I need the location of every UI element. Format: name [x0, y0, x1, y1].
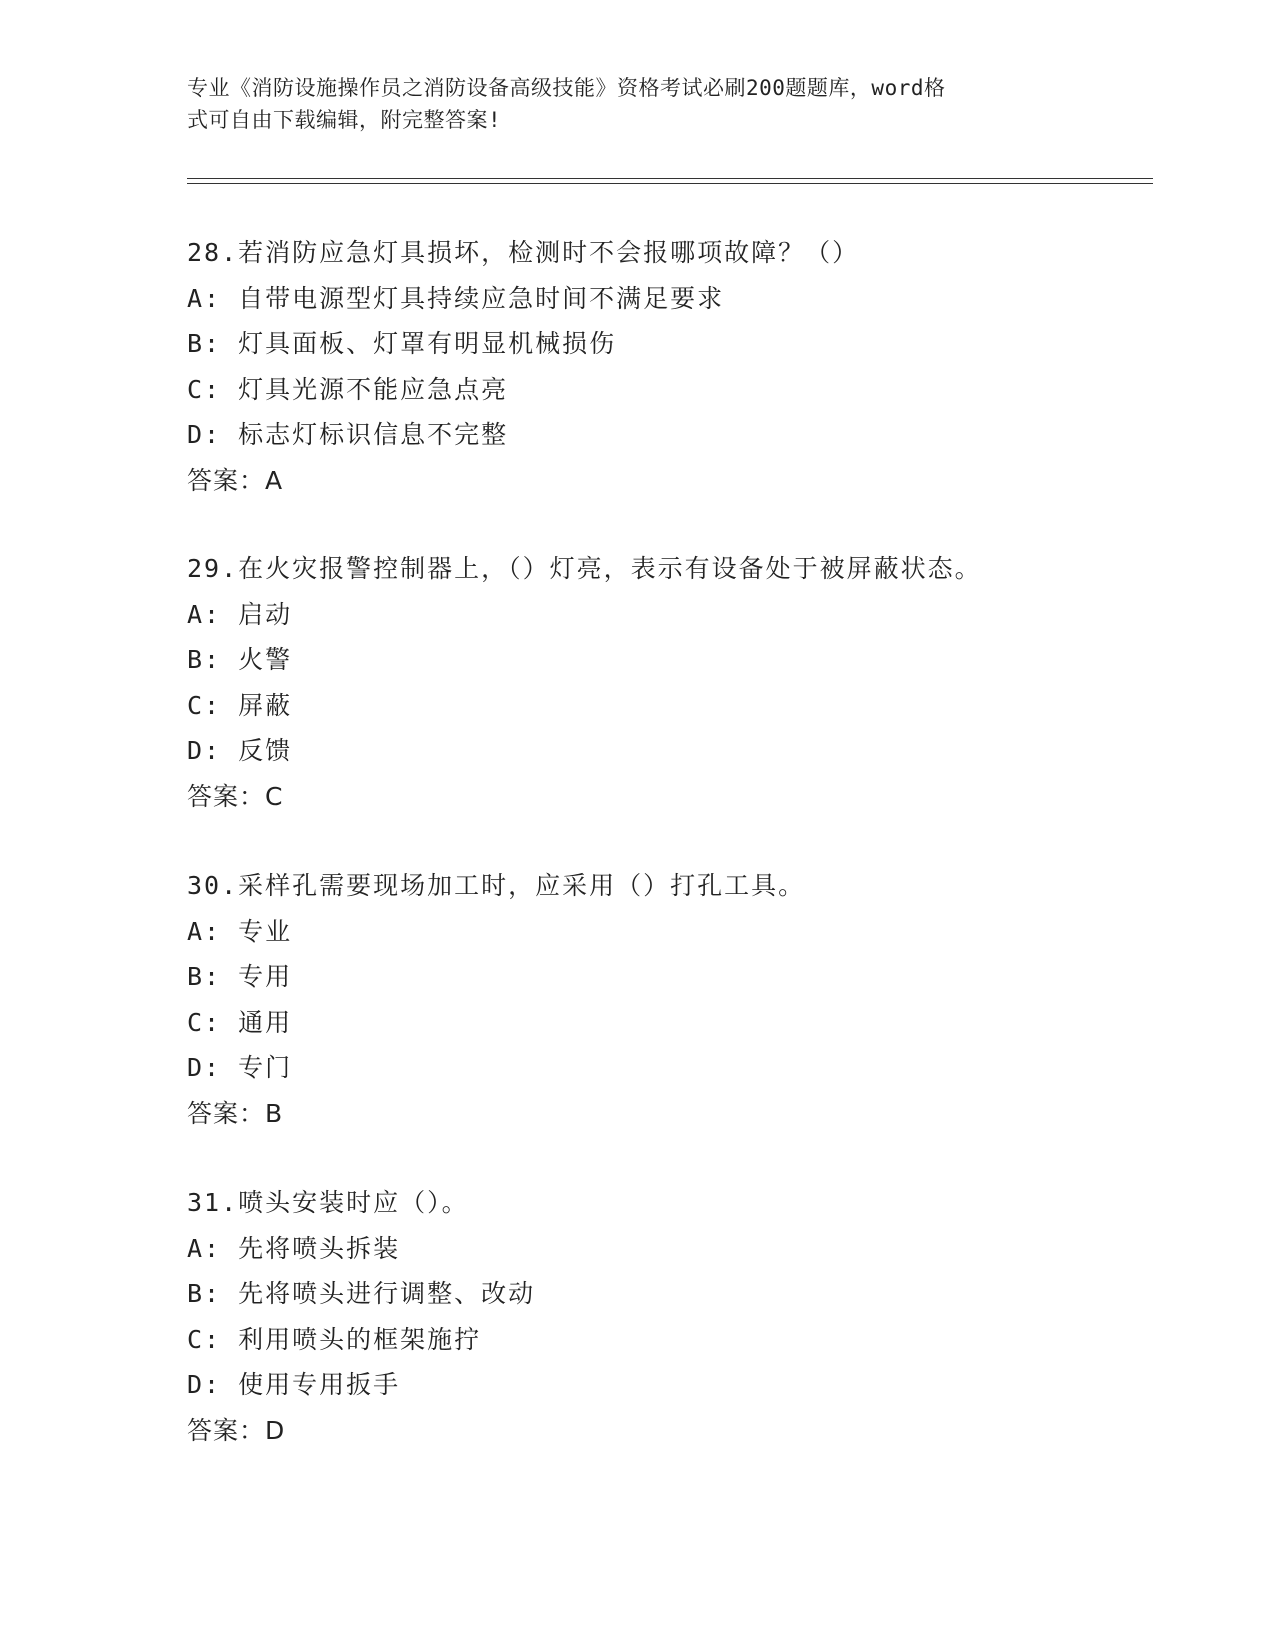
header-line-2: 式可自由下载编辑，附完整答案! [187, 108, 502, 132]
option-d: D: 标志灯标识信息不完整 [187, 420, 509, 449]
option-d: D: 使用专用扳手 [187, 1370, 401, 1399]
option-b: B: 专用 [187, 962, 293, 991]
header-divider-top [187, 178, 1153, 179]
option-b: B: 灯具面板、灯罩有明显机械损伤 [187, 329, 617, 358]
header-line-1: 专业《消防设施操作员之消防设备高级技能》资格考试必刷200题题库，word格 [187, 76, 946, 100]
question-stem: 29.在火灾报警控制器上，（）灯亮，表示有设备处于被屏蔽状态。 [187, 554, 982, 583]
option-b: B: 先将喷头进行调整、改动 [187, 1279, 536, 1308]
question-28 [187, 230, 1147, 503]
question-29 [187, 546, 1147, 819]
answer-line: 答案：B [187, 1098, 284, 1128]
option-b: B: 火警 [187, 645, 293, 674]
question-stem: 31.喷头安装时应（）。 [187, 1188, 469, 1217]
option-a: A: 自带电源型灯具持续应急时间不满足要求 [187, 283, 725, 313]
question-stem: 28.若消防应急灯具损坏，检测时不会报哪项故障？（） [187, 238, 860, 267]
option-c: C: 利用喷头的框架施拧 [187, 1324, 482, 1354]
option-c: C: 灯具光源不能应急点亮 [187, 374, 509, 404]
question-30 [187, 863, 1147, 1136]
answer-line: 答案：C [187, 781, 284, 811]
document-header [187, 72, 1087, 136]
answer-line: 答案：D [187, 1415, 286, 1445]
option-c: C: 屏蔽 [187, 690, 293, 720]
option-d: D: 反馈 [187, 736, 293, 765]
option-a: A: 先将喷头拆装 [187, 1233, 401, 1263]
answer-line: 答案：A [187, 465, 284, 495]
question-stem: 30.采样孔需要现场加工时，应采用（）打孔工具。 [187, 871, 806, 900]
question-31 [187, 1180, 1147, 1453]
header-divider-bottom [187, 183, 1153, 184]
option-a: A: 专业 [187, 916, 293, 946]
option-a: A: 启动 [187, 599, 293, 629]
option-d: D: 专门 [187, 1053, 293, 1082]
option-c: C: 通用 [187, 1007, 293, 1037]
